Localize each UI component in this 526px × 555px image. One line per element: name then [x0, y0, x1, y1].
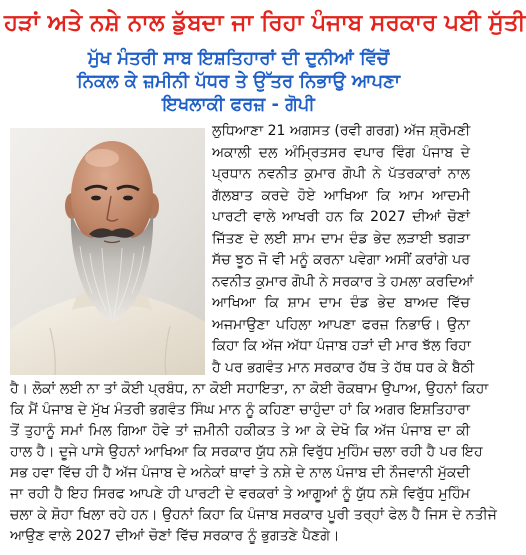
article-line: ਚਲਾ ਕੇ ਸ਼ੋਹਾ ਖਿਲਾ ਰਹੇ ਹਨ। ਉਹਨਾਂ ਕਿਹਾ ਕਿ ਪੰਜਾਬ ਸਰਕਾਰ ਪੂਰੀ ਤਰ੍ਹਾਂ ਫੇਲ ਹੈ ਜਿਸ ਦੇ ਨਤੀਜੇ — [10, 507, 497, 523]
article-line: ਸੱਚ ਝੂਠ ਜੋ ਵੀ ਮਨੂੰ ਕਰਨਾ ਪਵੇਗਾ ਅਸੀਂ ਕਰਾਂਗੇ ਪਰ — [212, 252, 470, 268]
article-line: ਸਭ ਹਵਾ ਵਿੱਚ ਹੀ ਹੈ ਅੱਜ ਪੰਜਾਬ ਦੇ ਅਨੇਕਾਂ ਥਾਵਾਂ ਤੇ ਨਸ਼ੇ ਦੇ ਨਾਲ ਪੰਜਾਬ ਦੀ ਨੌਜਵਾਨੀ ਮੁੱਕਦੀ — [10, 465, 470, 481]
article-column — [212, 121, 475, 379]
headline: ਹੜਾਂ ਅਤੇ ਨਸ਼ੇ ਨਾਲ ਡੁੱਬਦਾ ਜਾ ਰਿਹਾ ਪੰਜਾਬ ਸਰਕਾਰ ਪਈ ਸੁੱਤੀ — [4, 10, 526, 36]
subheadline-line: ਇਖਲਾਕੀ ਫਰਜ਼ - ਗੋਪੀ — [162, 94, 315, 115]
article-line: ਲੁਧਿਆਣਾ 21 ਅਗਸਤ (ਰਵੀ ਗਰਗ) ਅੱਜ ਸ਼੍ਰੋਮਣੀ — [212, 123, 471, 139]
article-line: ਜਿੱਤਣ ਦੇ ਲਈ ਸ਼ਾਮ ਦਾਮ ਦੰਡ ਭੇਦ ਲੜਾਈ ਝਗੜਾ — [212, 230, 470, 247]
subheadline-line: ਨਿਕਲ ਕੇ ਜ਼ਮੀਨੀ ਪੱਧਰ ਤੇ ਉੱਤਰ ਨਿਭਾਉ ਆਪਣਾ — [77, 71, 400, 92]
article-line: ਨਵਨੀਤ ਕੁਮਾਰ ਗੋਪੀ ਨੇ ਸਰਕਾਰ ਤੇ ਹਮਲਾ ਕਰਦਿਆਂ — [212, 273, 474, 290]
portrait-photo-image — [10, 128, 205, 375]
head-highlight — [85, 149, 119, 167]
article-body-full-width — [10, 379, 497, 547]
article-line: ਗੱਲਬਾਤ ਕਰਦੇ ਹੋਏ ਆਖਿਆ ਕਿ ਆਮ ਆਦਮੀ — [212, 187, 470, 204]
right-eye — [123, 196, 133, 201]
article-line: ਹੈ। ਲੋਕਾਂ ਲਈ ਨਾ ਤਾਂ ਕੋਈ ਪ੍ਰਬੰਧ, ਨਾ ਕੋਈ ਸਹਾਇਤਾ, ਨਾ ਕੋਈ ਰੋਕਥਾਮ ਉਪਾਅ, ਉਹਨਾਂ ਕਿਹਾ — [10, 381, 489, 397]
article-line: ਜਾ ਰਹੀ ਹੈ ਇਹ ਸਿਰਫ ਆਪਣੇ ਹੀ ਪਾਰਟੀ ਦੇ ਵਰਕਰਾਂ ਤੇ ਆਗੂਆਂ ਨੂੰ ਯੁੱਧ ਨਸ਼ੇ ਵਿਰੁੱਧ ਮੁਹਿੰਮ — [10, 486, 470, 502]
article-line: ਤੋਂ ਤੁਹਾਨੂੰ ਸਮਾਂ ਮਿਲ ਗਿਆ ਹੋਵੇ ਤਾਂ ਜ਼ਮੀਨੀ ਹਕੀਕਤ ਤੇ ਆ ਕੇ ਦੇਖੋ ਕਿ ਅੱਜ ਪੰਜਾਬ ਦਾ ਕੀ — [10, 423, 470, 439]
subheadline — [16, 47, 461, 116]
article-line: ਕਿ ਮੈਂ ਪੰਜਾਬ ਦੇ ਮੁੱਖ ਮੰਤਰੀ ਭਗਵੰਤ ਸਿੰਘ ਮਾਨ ਨੂੰ ਕਹਿਣਾ ਚਾਹੁੰਦਾ ਹਾਂ ਕਿ ਅਗਰ ਇਸ਼ਤਿਹਾਰਾ — [10, 402, 470, 418]
portrait-photo — [10, 128, 205, 375]
left-eye — [91, 196, 101, 201]
article-line: ਹੈ ਪਰ ਭਗਵੰਤ ਮਾਨ ਸਰਕਾਰ ਹੱਥ ਤੇ ਹੱਥ ਧਰ ਕੇ ਬੈਠੀ — [212, 359, 475, 376]
article-line: ਆਉਣ ਵਾਲੇ 2027 ਦੀਆਂ ਚੋਣਾਂ ਵਿੱਚ ਸਰਕਾਰ ਨੂੰ ਭੁਗਤਣੇ ਪੈਣਗੇ। — [10, 528, 340, 544]
subheadline-line: ਮੁੱਖ ਮੰਤਰੀ ਸਾਬ ਇਸ਼ਤਿਹਾਰਾਂ ਦੀ ਦੁਨੀਆਂ ਵਿੱਚੋਂ — [87, 48, 390, 69]
article-line: ਪ੍ਰਧਾਨ ਨਵਨੀਤ ਕੁਮਾਰ ਗੋਪੀ ਨੇ ਪੱਤਰਕਾਰਾਂ ਨਾਲ — [212, 166, 470, 182]
article-line: ਹਾਲ ਹੈ। ਦੂਜੇ ਪਾਸੇ ਉਹਨਾਂ ਆਖਿਆ ਕਿ ਸਰਕਾਰ ਯੁੱਧ ਨਸ਼ੇ ਵਿਰੁੱਧ ਮੁਹਿੰਮ ਚਲਾ ਰਹੀ ਹੈ ਪਰ ਇਹ — [10, 444, 483, 460]
article-line: ਅਕਾਲੀ ਦਲ ਅੰਮ੍ਰਿਤਸਰ ਵਪਾਰ ਵਿੰਗ ਪੰਜਾਬ ਦੇ — [212, 144, 470, 161]
article-line: ਕਿਹਾ ਕਿ ਅੱਜ ਅੱਧਾ ਪੰਜਾਬ ਹੜਾਂ ਦੀ ਮਾਰ ਝੱਲ ਰਿਹਾ — [212, 338, 471, 354]
article-line: ਅਜਮਾਉਣਾ ਪਹਿਲਾ ਆਪਣਾ ਫਰਜ਼ ਨਿਭਾਓ। ਉਨਾ — [212, 316, 470, 333]
article-line: ਆਖਿਆ ਕਿ ਸ਼ਾਮ ਦਾਮ ਦੰਡ ਭੇਦ ਬਾਅਦ ਵਿੱਚ — [212, 295, 470, 311]
article-line: ਪਾਰਟੀ ਵਾਲੇ ਆਖਰੀ ਹਨ ਕਿ 2027 ਦੀਆਂ ਚੋਣਾਂ — [212, 209, 470, 225]
